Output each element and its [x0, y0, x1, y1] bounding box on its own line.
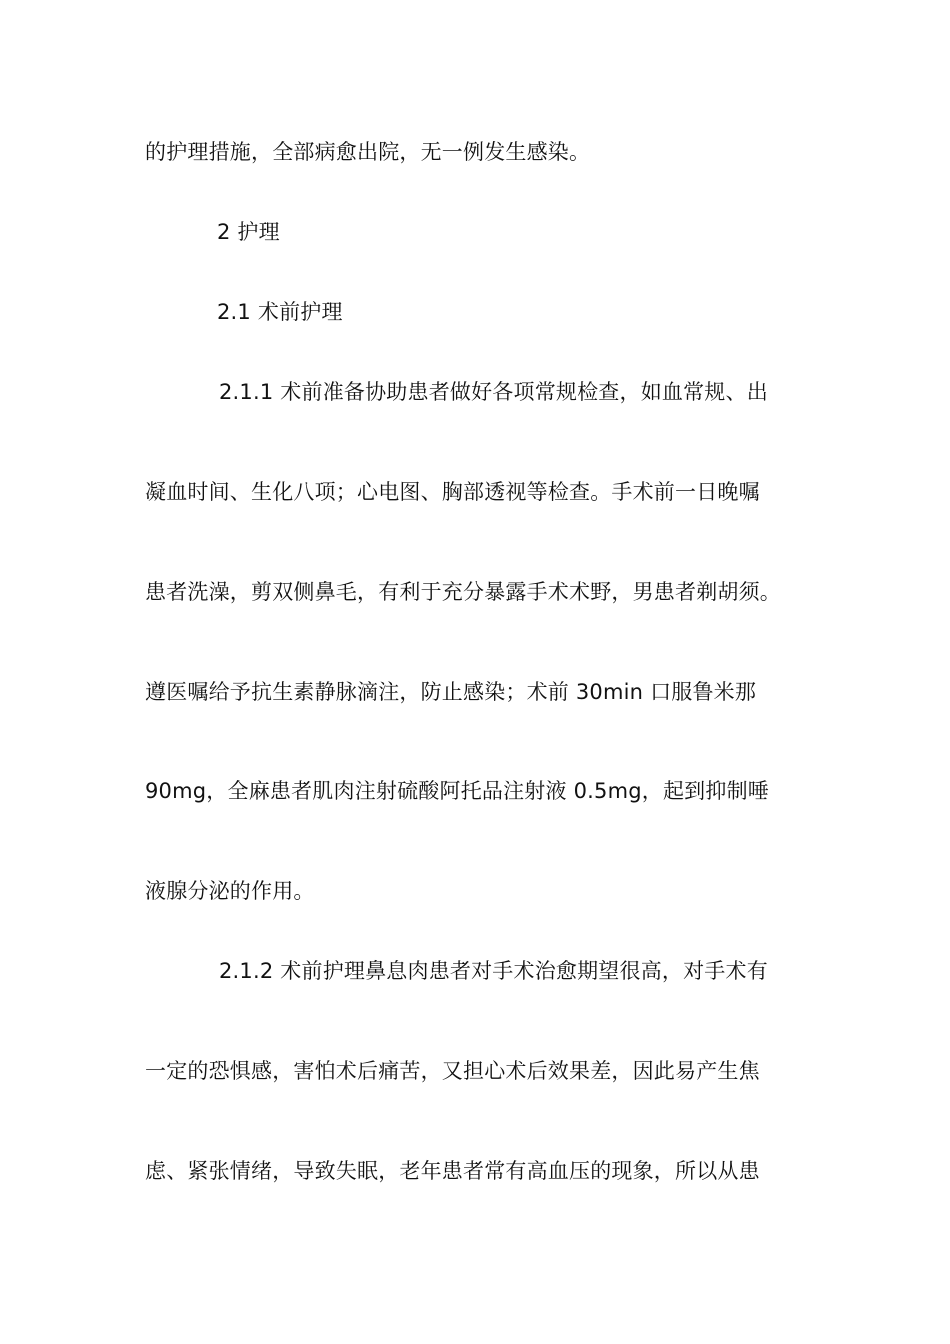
paragraph-first-line: 2.1.1 术前准备协助患者做好各项常规检查，如血常规、出	[219, 380, 768, 404]
body-text-line: 虑、紧张情绪，导致失眠，老年患者常有高血压的现象，所以从患	[145, 1159, 760, 1183]
subsection-heading: 2.1 术前护理	[217, 300, 343, 324]
body-text-line: 90mg，全麻患者肌肉注射硫酸阿托品注射液 0.5mg，起到抑制唾	[145, 779, 769, 803]
body-text-line: 凝血时间、生化八项；心电图、胸部透视等检查。手术前一日晚嘱	[145, 480, 760, 504]
body-text-line: 一定的恐惧感，害怕术后痛苦，又担心术后效果差，因此易产生焦	[145, 1059, 760, 1083]
body-text-line: 患者洗澡，剪双侧鼻毛，有利于充分暴露手术术野，男患者剃胡须。	[145, 580, 781, 604]
body-text-line: 液腺分泌的作用。	[145, 879, 315, 903]
paragraph-first-line: 2.1.2 术前护理鼻息肉患者对手术治愈期望很高，对手术有	[219, 959, 768, 983]
body-text-line: 遵医嘱给予抗生素静脉滴注，防止感染；术前 30min 口服鲁米那	[145, 680, 757, 704]
section-heading: 2 护理	[217, 220, 280, 244]
body-text-line: 的护理措施，全部病愈出院，无一例发生感染。	[145, 140, 591, 164]
